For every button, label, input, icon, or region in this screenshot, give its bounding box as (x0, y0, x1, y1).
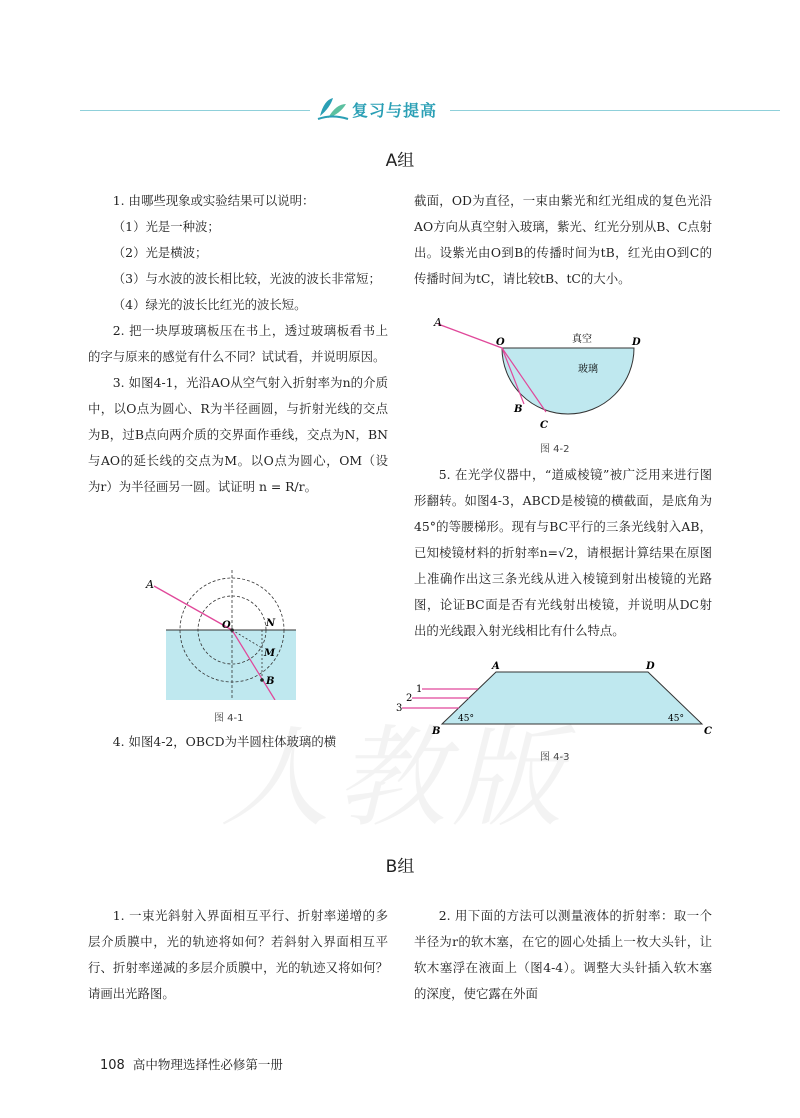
problem-1: 1. 由哪些现象或实验结果可以说明： (112, 193, 315, 208)
fig3-label-b: B (432, 726, 441, 737)
problem-4-start: 4. 如图4-2，OBCD为半圆柱体玻璃的横 (112, 734, 337, 749)
fig3-label-ray2: 2 (406, 693, 413, 704)
fig3-angle-b: 45° (458, 714, 474, 724)
fig1-label-b: B (266, 676, 275, 687)
fig3-angle-c: 45° (668, 714, 684, 724)
fig3-label-ray1: 1 (416, 684, 423, 695)
fig2-label-d: D (632, 337, 641, 348)
incident-ray (154, 586, 232, 630)
fig2-label-a: A (434, 316, 442, 329)
fig3-label-a: A (492, 661, 500, 672)
group-a-left-column (88, 188, 388, 500)
fig2-label-c: C (540, 420, 548, 431)
problem-b2: 2. 用下面的方法可以测量液体的折射率：取一个半径为r的软木塞，在它的圆心处插上一枚大头针，让软木塞浮在液面上（图4-4）。调整大头针插入软木塞的深度，使它露在外面 (414, 908, 712, 1001)
fig3-label-ray3: 3 (396, 703, 403, 714)
fig2-label-b: B (514, 404, 523, 415)
fig2-label-glass: 玻璃 (578, 364, 598, 375)
problem-1-item-2: （2）光是横波； (112, 245, 208, 260)
figure-4-2 (430, 312, 650, 434)
figure-4-2-caption: 图 4-2 (540, 444, 570, 455)
problem-4-continued: 截面，OD为直径，一束由紫光和红光组成的复色光沿AO方向从真空射入玻璃，紫光、红光分别从B、C点射出。设紫光由O到B的传播时间为tB，红光由O到C的传播时间为tC，请比较tB、tC的大小。 (414, 193, 712, 286)
fig3-label-d: D (646, 661, 655, 672)
group-b-title: B组 (385, 857, 415, 877)
group-b-left-column (88, 903, 388, 1007)
problem-5: 5. 在光学仪器中，“道威棱镜”被广泛用来进行图形翻转。如图4-3，ABCD是棱镜的横截面，是底角为45°的等腰梯形。现有与BC平行的三条光线射入AB，已知棱镜材料的折射率n=√2，请根据计算结果在原图上准确作出这三条光线从进入棱镜到射出棱镜的光路图，论证BC面是否有光线射出棱镜，并说明从DC射出的光线跟入射光线相比有什么特点。 (414, 467, 712, 638)
figure-4-3 (396, 658, 716, 740)
group-a-right-top (414, 188, 712, 292)
problem-1-item-1: （1）光是一种波； (112, 219, 220, 234)
fig1-label-a: A (146, 578, 154, 591)
section-title: 复习与提高 (352, 101, 438, 120)
leaf-logo-icon (316, 96, 350, 122)
problem-1-item-3: （3）与水波的波长相比较，光波的波长非常短； (112, 271, 381, 286)
problem-3: 3. 如图4-1，光沿AO从空气射入折射率为n的介质中，以O点为圆心、R为半径画圆，与折射光线的交点为B，过B点向两介质的交界面作垂线，交点为N，BN与AO的延长线的交点为M。以O点为圆心，OM（设为r）为半径画另一圆。试证明 n = R/r。 (88, 375, 388, 494)
figure-4-3-caption: 图 4-3 (540, 752, 570, 763)
header-rule-right (450, 110, 780, 111)
fig2-label-o: O (496, 337, 505, 348)
problem-1-item-4: （4）绿光的波长比红光的波长短。 (112, 297, 307, 312)
problem-4-start-container (88, 729, 388, 755)
group-a-right-mid (414, 462, 712, 644)
fig3-label-c: C (704, 726, 712, 737)
problem-2: 2. 把一块厚玻璃板压在书上，透过玻璃板看书上的字与原来的感觉有什么不同？试试看，并说明原因。 (88, 323, 388, 364)
header-rule-left (80, 110, 310, 111)
group-b-right-column (414, 903, 712, 1007)
fig1-label-o: O (222, 620, 231, 631)
trapezoid-prism (442, 672, 702, 724)
page-footer (100, 1055, 283, 1073)
group-a-title: A组 (385, 151, 415, 171)
figure-4-1-caption: 图 4-1 (214, 713, 244, 724)
figure-4-1 (140, 568, 310, 700)
problem-b1: 1. 一束光斜射入界面相互平行、折射率递增的多层介质膜中，光的轨迹将如何？若斜射入界面相互平行、折射率递减的多层介质膜中，光的轨迹又将如何？请画出光路图。 (88, 908, 388, 1001)
fig2-label-vacuum: 真空 (572, 334, 592, 345)
medium-region (166, 630, 296, 700)
fig1-label-m: M (264, 648, 276, 659)
fig1-label-n: N (266, 618, 276, 629)
incident-ray (438, 324, 502, 348)
book-title: 高中物理选择性必修第一册 (132, 1057, 283, 1072)
page-number: 108 (100, 1058, 125, 1073)
